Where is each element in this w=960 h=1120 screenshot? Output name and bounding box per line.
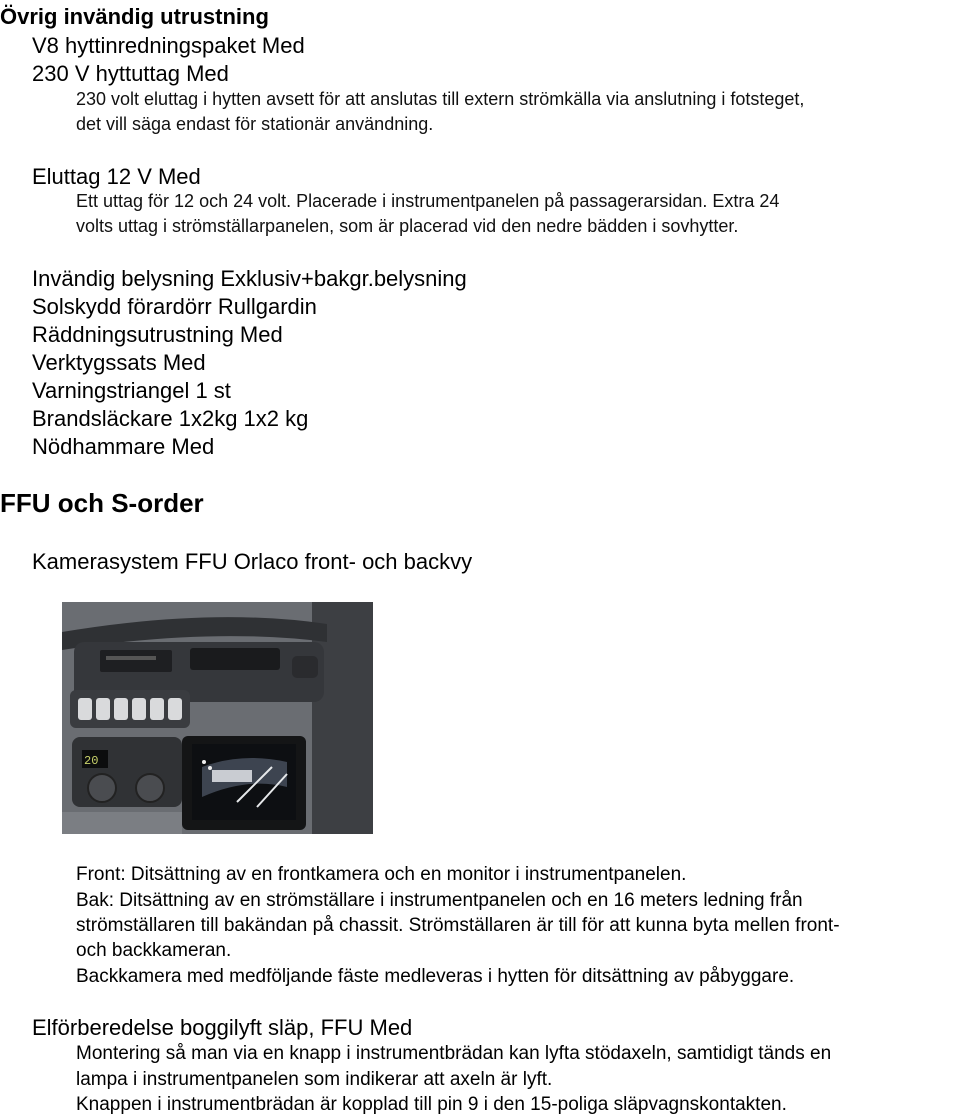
item-12v-description-line2: volts uttag i strömställarpanelen, som är placerad vid den nedre bädden i sovhytter. [76,216,739,236]
bogie-lift-title: Elförberedelse boggilyft släp, FFU Med [32,1015,413,1040]
camera-rear-description-line2: strömställaren till bakändan på chassit. Strömställaren är till för att kunna byta mellen front- [76,915,840,936]
bogie-lift-description-line2: lampa i instrumentpanelen som indikerar att axeln är lyft. [76,1069,553,1090]
item-230v-description-line2: det vill säga endast för stationär användning. [76,114,434,134]
item-emergency-hammer: Nödhammare Med [32,434,215,459]
item-tool-kit: Verktygssats Med [32,350,206,375]
camera-bracket-description: Backkamera med medföljande fäste medleveras i hytten för ditsättning av påbyggare. [76,966,795,987]
camera-rear-description-line1: Bak: Ditsättning av en strömställare i instrumentpanelen och en 16 meters ledning från [76,890,803,911]
item-warning-triangle: Varningstriangel 1 st [32,378,231,403]
item-v8-package: V8 hyttinredningspaket Med [32,33,305,58]
item-fire-extinguisher: Brandsläckare 1x2kg 1x2 kg [32,406,309,431]
item-230v-outlet: 230 V hyttuttag Med [32,61,229,86]
item-12v-outlet: Eluttag 12 V Med [32,164,201,189]
item-rescue-equipment: Räddningsutrustning Med [32,322,283,347]
camera-rear-description-line3: och backkameran. [76,940,232,961]
bogie-lift-description-line1: Montering så man via en knapp i instrumentbrädan kan lyfta stödaxeln, samtidigt tänds en [76,1043,832,1064]
item-230v-description-line1: 230 volt eluttag i hytten avsett för att anslutas till extern strömkälla via anslutning i fotsteget, [76,89,805,109]
camera-front-description: Front: Ditsättning av en frontkamera och en monitor i instrumentpanelen. [76,864,687,885]
bogie-lift-description-line3: Knappen i instrumentbrädan är kopplad till pin 9 i den 15-poliga släpvagnskontakten. [76,1094,787,1115]
item-interior-lighting: Invändig belysning Exklusiv+bakgr.belysning [32,266,467,291]
item-sunshade: Solskydd förardörr Rullgardin [32,294,317,319]
section-title-ffu: FFU och S-order [0,488,204,518]
item-12v-description-line1: Ett uttag för 12 och 24 volt. Placerade i instrumentpanelen på passagerarsidan. Extra 24 [76,191,780,211]
climate-display: 20 [84,754,99,768]
camera-system-title: Kamerasystem FFU Orlaco front- och backvy [32,549,473,574]
dashboard-photo [62,602,373,834]
section-title-interior: Övrig invändig utrustning [0,4,269,29]
